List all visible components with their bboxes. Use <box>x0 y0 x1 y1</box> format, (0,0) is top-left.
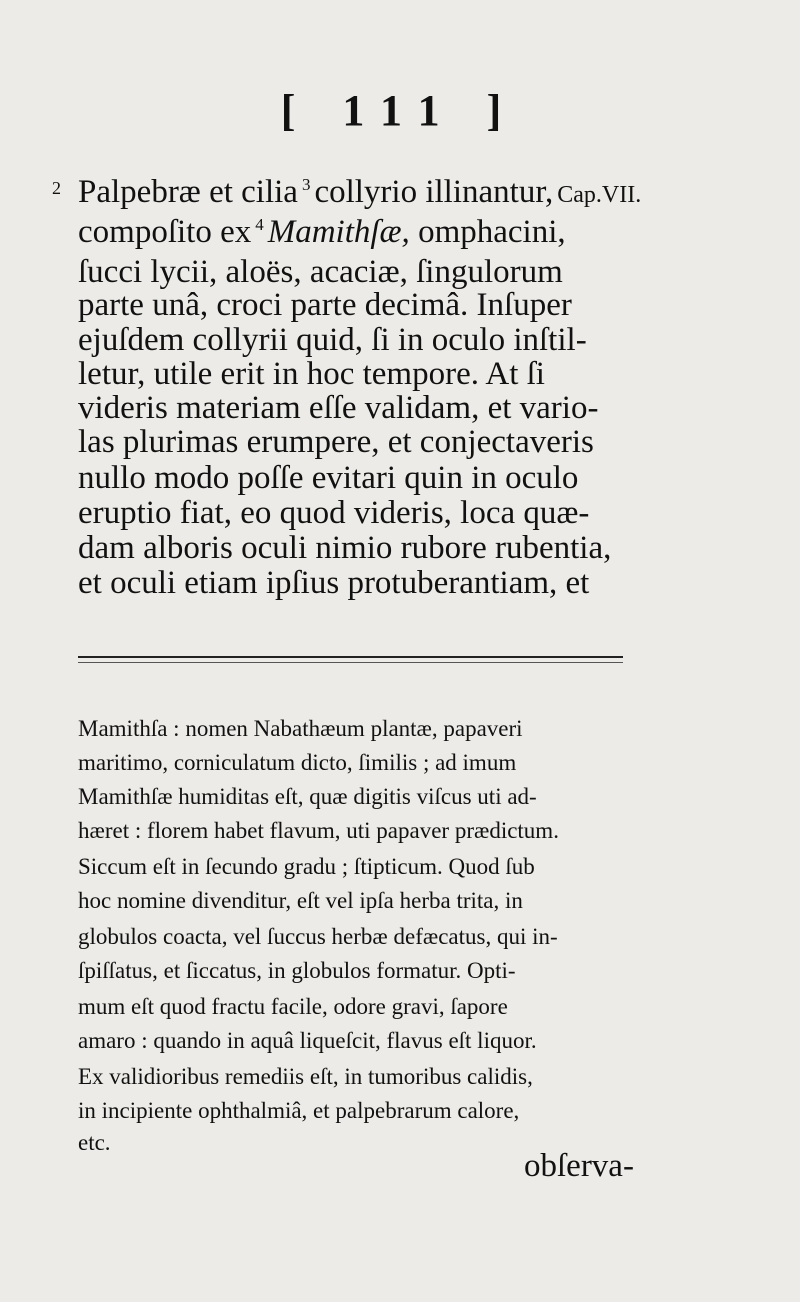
text-line: videris materiam eſſe validam, et vario- <box>78 390 599 426</box>
text-line: letur, utile erit in hoc tempore. At ſi <box>78 356 545 392</box>
margin-number: 2 <box>52 178 61 198</box>
italic-term: Mamithſæ, <box>267 214 410 250</box>
footnote-line: in incipiente ophthalmiâ, et palpebrarum calore, <box>78 1098 520 1123</box>
text-line: et oculi etiam ipſius protuberantiam, et <box>78 565 590 601</box>
text-line <box>78 172 641 217</box>
text-segment: omphacini, <box>418 214 566 250</box>
footnote-rule-thin <box>78 662 623 663</box>
text-line: ejuſdem collyrii quid, ſi in oculo inſtil- <box>78 322 587 358</box>
footnote-line: Mamithſæ humiditas eſt, quæ digitis viſcus uti ad- <box>78 784 537 809</box>
footnote-line: amaro : quando in aquâ liqueſcit, flavus eſt liquor. <box>78 1028 537 1053</box>
footnote-line: globulos coacta, vel ſuccus herbæ defæcatus, qui in- <box>78 924 558 949</box>
text-line: dam alboris oculi nimio rubore rubentia, <box>78 530 612 566</box>
page-number-header: [ 111 ] <box>280 86 520 135</box>
footnote-rule <box>78 656 623 658</box>
text-line: las plurimas erumpere, et conjectaveris <box>78 424 594 460</box>
chapter-reference: Cap.VII. <box>557 182 642 208</box>
text-line: nullo modo poſſe evitari quin in oculo <box>78 460 579 496</box>
text-line: eruptio fiat, eo quod videris, loca quæ- <box>78 495 590 531</box>
footnote-line: mum eſt quod fractu facile, odore gravi, ſapore <box>78 994 508 1019</box>
text-segment: Palpebræ et cilia <box>78 174 298 210</box>
footnote-line: maritimo, corniculatum dicto, ſimilis ; ad imum <box>78 750 517 775</box>
footnote-line: Siccum eſt in ſecundo gradu ; ſtipticum. Quod ſub <box>78 854 535 879</box>
text-line: ſucci lycii, aloës, acaciæ, ſingulorum <box>78 254 563 290</box>
footnote-marker: 4 <box>255 215 264 234</box>
text-line <box>78 212 566 257</box>
footnote-line: etc. <box>78 1130 111 1155</box>
footnote-line: hæret : florem habet flavum, uti papaver prædictum. <box>78 818 559 843</box>
footnote-line: Mamithſa : nomen Nabathæum plantæ, papaveri <box>78 716 523 741</box>
footnote-marker: 3 <box>301 175 311 194</box>
catchword: obſerva- <box>524 1148 634 1184</box>
footnote-line: hoc nomine divenditur, eſt vel ipſa herba trita, in <box>78 888 523 913</box>
text-segment: collyrio illinantur, <box>314 174 554 210</box>
text-segment: compoſito ex <box>78 214 252 250</box>
footnote-line: ſpiſſatus, et ſiccatus, in globulos formatur. Opti- <box>78 958 516 983</box>
text-line: parte unâ, croci parte decimâ. Inſuper <box>78 287 572 323</box>
footnote-line: Ex validioribus remediis eſt, in tumoribus calidis, <box>78 1064 533 1089</box>
